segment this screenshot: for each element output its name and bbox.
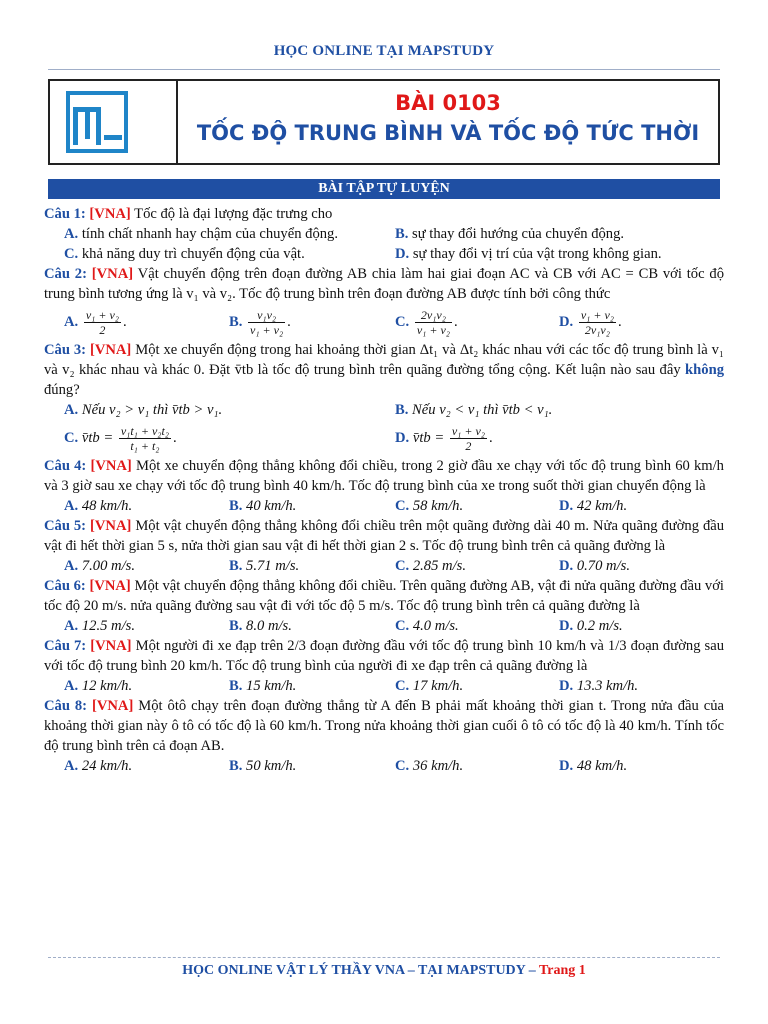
option-a[interactable]: A. 12 km/h. — [64, 678, 133, 694]
header-divider — [48, 69, 720, 70]
lesson-title: TỐC ĐỘ TRUNG BÌNH VÀ TỐC ĐỘ TỨC THỜI — [196, 121, 700, 145]
mapstudy-logo-icon — [66, 91, 128, 153]
option-c[interactable]: C. $\frac{\text{2v₁v₂}}{\text{v₁ + v₂}}$ . — [395, 308, 458, 337]
option-b[interactable]: B. Nếu v₂ < v₁ thì v̄tb < v₁. — [395, 402, 553, 418]
option-d[interactable]: D. 0.2 m/s. — [559, 618, 623, 634]
question-3-options-row-2 — [44, 420, 724, 456]
fraction: $\frac{\text{v₁ + v₂}}{2}$ — [451, 424, 485, 453]
option-b[interactable]: B. 5.71 m/s. — [229, 558, 300, 574]
fraction: $\frac{\text{v₁t₁ + v₂t₂}}{\text{t₁ + t₂}}$ — [120, 424, 169, 453]
question-3-options-row-1 — [44, 400, 724, 420]
fraction: $\frac{\text{v₁ + v₂}}{2}$ — [85, 308, 119, 337]
option-c[interactable]: C. v̄tb = $\frac{\text{v₁t₁ + v₂t₂}}{\text{t₁ + t₂}}$ . — [64, 424, 177, 453]
question-3: Câu 3: [VNA] Một xe chuyển động trong hai khoảng thời gian Δt₁ và Δt₂ khác nhau với các tốc độ trung bình là v₁ và v₂ khác nhau và khác 0. Đặt v̄tb là tốc độ trung bình trên quãng đường tổng cộng. Kết luận nào sau đây không đúng? — [44, 342, 724, 398]
option-d[interactable]: D. sự thay đổi vị trí của vật trong không gian. — [395, 246, 662, 262]
footer-divider — [48, 957, 720, 958]
logo-cell — [50, 81, 178, 163]
option-a[interactable]: A. 48 km/h. — [64, 498, 133, 514]
option-d[interactable]: D. $\frac{\text{v₁ + v₂}}{\text{2v₁v₂}}$ . — [559, 308, 622, 337]
section-heading: BÀI TẬP TỰ LUYỆN — [48, 179, 720, 199]
option-b[interactable]: B. sự thay đổi hướng của chuyển động. — [395, 226, 625, 242]
question-list — [44, 204, 724, 776]
question-2: Câu 2: [VNA] Vật chuyển động trên đoạn đường AB chia làm hai giai đoạn AC và CB với AC = CB với tốc độ trung bình tương ứng là v₁ và v₂. Tốc độ trung bình trên đoạn đường AB được tính bởi công thức — [44, 266, 724, 302]
page-number: Trang 1 — [539, 963, 586, 978]
option-d[interactable]: D. 13.3 km/h. — [559, 678, 639, 694]
option-b[interactable]: B. 15 km/h. — [229, 678, 297, 694]
question-7-options — [44, 676, 724, 696]
question-5: Câu 5: [VNA] Một vật chuyển động thẳng không đổi chiều trên một quãng đường dài 40 m. Nửa quãng đường đầu vật đi hết thời gian 5 s, nửa thời gian sau vật đi hết thời gian 2 s. Tốc độ trung bình trên cả quãng đường là — [44, 518, 725, 554]
page-footer: HỌC ONLINE VẬT LÝ THẦY VNA – TẠI MAPSTUDY – Trang 1 — [182, 963, 586, 978]
question-2-options — [44, 304, 724, 340]
option-a[interactable]: A. 7.00 m/s. — [64, 558, 135, 574]
option-d[interactable]: D. v̄tb = $\frac{\text{v₁ + v₂}}{2}$ . — [395, 424, 493, 453]
question-4-options — [44, 496, 724, 516]
option-b[interactable]: B. 8.0 m/s. — [229, 618, 292, 634]
question-5-options — [44, 556, 724, 576]
option-a[interactable]: A. tính chất nhanh hay chậm của chuyển động. — [64, 226, 338, 242]
question-8: Câu 8: [VNA] Một ôtô chạy trên đoạn đường thẳng từ A đến B phải mất khoảng thời gian t. Trong nửa đầu của khoảng thời gian này ô tô có tốc độ là 60 km/h. Trong nửa khoảng thời gian cuối ô tô có tốc độ là 40 km/h. Tính tốc độ trung bình trên cả đoạn AB. — [44, 698, 724, 754]
question-6: Câu 6: [VNA] Một vật chuyển động thẳng không đổi chiều. Trên quãng đường AB, vật đi nửa quãng đường đầu với tốc độ 20 m/s. nửa quãng đường sau vật đi với tốc độ 5 m/s. Tốc độ trung bình trên cả quãng đường là — [44, 578, 724, 614]
option-c[interactable]: C. 58 km/h. — [395, 498, 464, 514]
question-8-options — [44, 756, 724, 776]
fraction: $\frac{\text{2v₁v₂}}{\text{v₁ + v₂}}$ — [416, 308, 450, 337]
option-a[interactable]: A. $\frac{\text{v₁ + v₂}}{2}$ . — [64, 308, 127, 337]
option-c[interactable]: C. 36 km/h. — [395, 758, 464, 774]
title-text — [178, 81, 718, 163]
title-box — [48, 79, 720, 165]
question-1: Câu 1: [VNA] Tốc độ là đại lượng đặc trưng cho — [44, 206, 333, 222]
option-b[interactable]: B. 40 km/h. — [229, 498, 297, 514]
question-6-options — [44, 616, 724, 636]
option-d[interactable]: D. 42 km/h. — [559, 498, 628, 514]
option-d[interactable]: D. 48 km/h. — [559, 758, 628, 774]
option-a[interactable]: A. Nếu v₂ > v₁ thì v̄tb > v₁. — [64, 402, 223, 418]
lesson-code: BÀI 0103 — [395, 91, 501, 115]
option-a[interactable]: A. 24 km/h. — [64, 758, 133, 774]
option-c[interactable]: C. 2.85 m/s. — [395, 558, 466, 574]
option-b[interactable]: B. 50 km/h. — [229, 758, 297, 774]
question-4: Câu 4: [VNA] Một xe chuyển động thẳng không đổi chiều, trong 2 giờ đầu xe chạy với tốc độ trung bình 60 km/h và 3 giờ sau xe chạy với tốc độ trung bình 40 km/h. Tốc độ trung bình của xe trong suốt thời gian chuyển động là — [44, 458, 724, 494]
option-c[interactable]: C. 4.0 m/s. — [395, 618, 459, 634]
question-1-options-row-1 — [44, 224, 724, 244]
option-a[interactable]: A. 12.5 m/s. — [64, 618, 135, 634]
question-1-options-row-2 — [44, 244, 724, 264]
fraction: $\frac{\text{v₁ + v₂}}{\text{2v₁v₂}}$ — [580, 308, 614, 337]
option-b[interactable]: B. $\frac{\text{v₁v₂}}{\text{v₁ + v₂}}$ . — [229, 308, 291, 337]
option-d[interactable]: D. 0.70 m/s. — [559, 558, 630, 574]
question-7: Câu 7: [VNA] Một người đi xe đạp trên 2/3 đoạn đường đầu với tốc độ trung bình 10 km/h và 1/3 đoạn đường sau với tốc độ trung bình 20 km/h. Tốc độ trung bình của người đi xe đạp trên cả quãng đường là — [44, 638, 725, 674]
option-c[interactable]: C. 17 km/h. — [395, 678, 464, 694]
page-header: HỌC ONLINE TẠI MAPSTUDY — [273, 43, 495, 59]
fraction: $\frac{\text{v₁v₂}}{\text{v₁ + v₂}}$ — [250, 308, 284, 337]
option-c[interactable]: C. khả năng duy trì chuyển động của vật. — [64, 246, 305, 262]
